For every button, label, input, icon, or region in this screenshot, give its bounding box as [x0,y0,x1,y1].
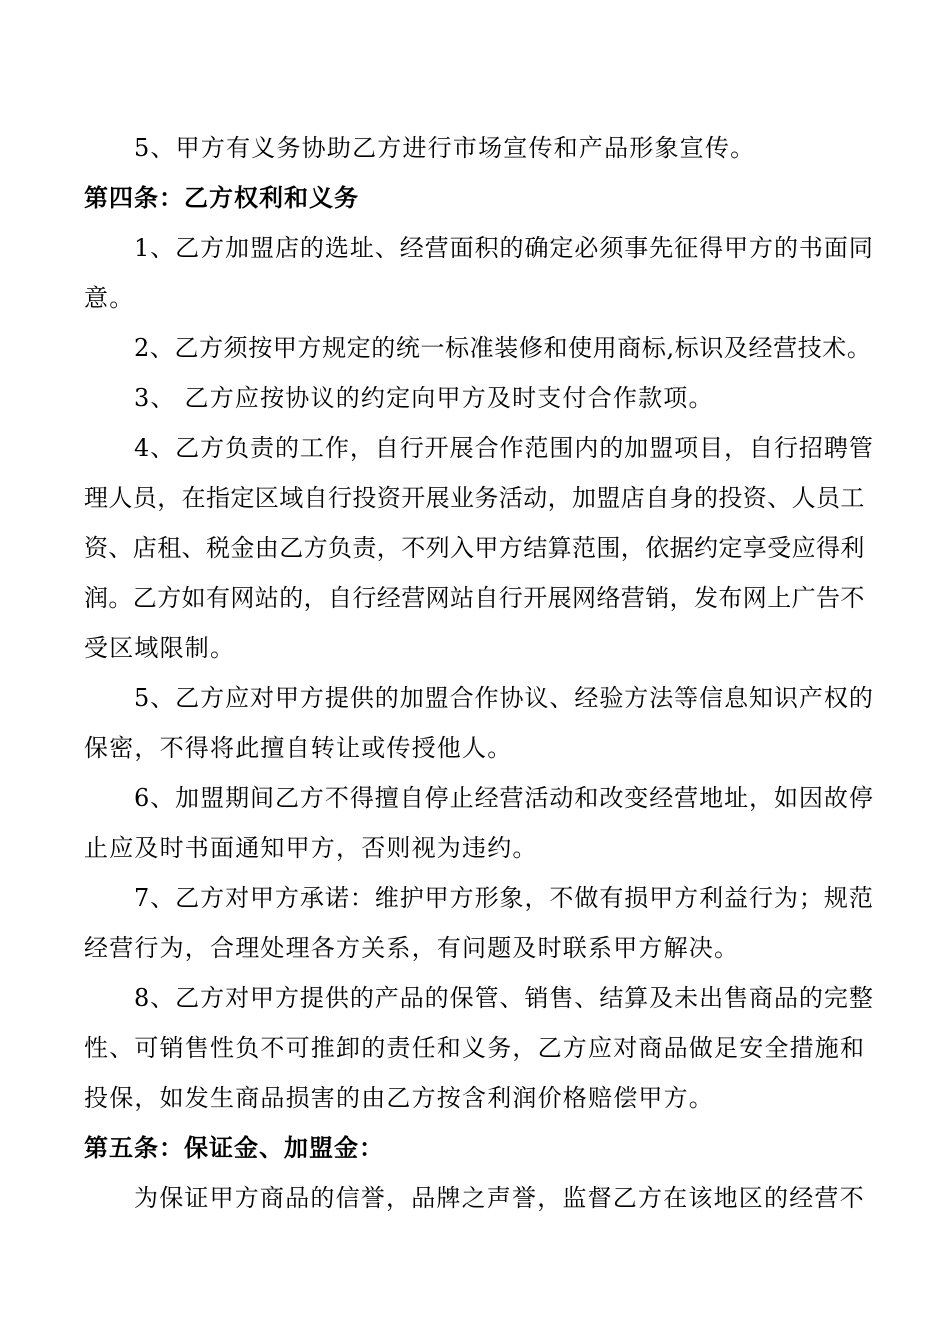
paragraph-line: 止应及时书面通知甲方，否则视为违约。 [84,834,538,862]
paragraph-line: 性、可销售性负不可推卸的责任和义务，乙方应对商品做足安全措施和 [84,1034,866,1062]
paragraph-line: 润。乙方如有网站的，自行经营网站自行开展网络营销，发布网上广告不 [84,584,865,612]
paragraph-line: 投保，如发生商品损害的由乙方按含利润价格赔偿甲方。 [84,1084,714,1112]
paragraph-line: 受区域限制。 [84,634,236,662]
paragraph-line: 6、加盟期间乙方不得擅自停止经营活动和改变经营地址，如因故停 [134,784,874,812]
paragraph-line: 2、乙方须按甲方规定的统一标准装修和使用商标,标识及经营技术。 [134,334,872,362]
paragraph-line: 7、乙方对甲方承诺：维护甲方形象，不做有损甲方利益行为；规范 [134,884,874,912]
section-heading: 第五条：保证金、加盟金： [84,1133,384,1162]
paragraph-line: 为保证甲方商品的信誉，品牌之声誉，监督乙方在该地区的经营不 [134,1184,865,1212]
section-heading: 第四条：乙方权利和义务 [84,183,359,212]
paragraph-line: 资、店租、税金由乙方负责，不列入甲方结算范围，依据约定享受应得利 [84,534,865,562]
paragraph-line: 意。 [84,284,135,312]
paragraph-line: 理人员，在指定区域自行投资开展业务活动，加盟店自身的投资、人员工 [84,484,865,512]
paragraph-line: 8、乙方对甲方提供的产品的保管、销售、结算及未出售商品的完整 [134,984,874,1012]
paragraph-line: 1、乙方加盟店的选址、经营面积的确定必须事先征得甲方的书面同 [134,234,874,262]
paragraph-line: 3、 乙方应按协议的约定向甲方及时支付合作款项。 [134,384,714,412]
paragraph-line: 经营行为，合理处理各方关系，有问题及时联系甲方解决。 [84,934,740,962]
paragraph-line: 4、乙方负责的工作，自行开展合作范围内的加盟项目，自行招聘管 [134,434,874,462]
paragraph-line: 保密，不得将此擅自转让或传授他人。 [84,734,513,762]
paragraph-line: 5、乙方应对甲方提供的加盟合作协议、经验方法等信息知识产权的 [134,684,874,712]
paragraph-line: 5、甲方有义务协助乙方进行市场宣传和产品形象宣传。 [134,134,756,162]
